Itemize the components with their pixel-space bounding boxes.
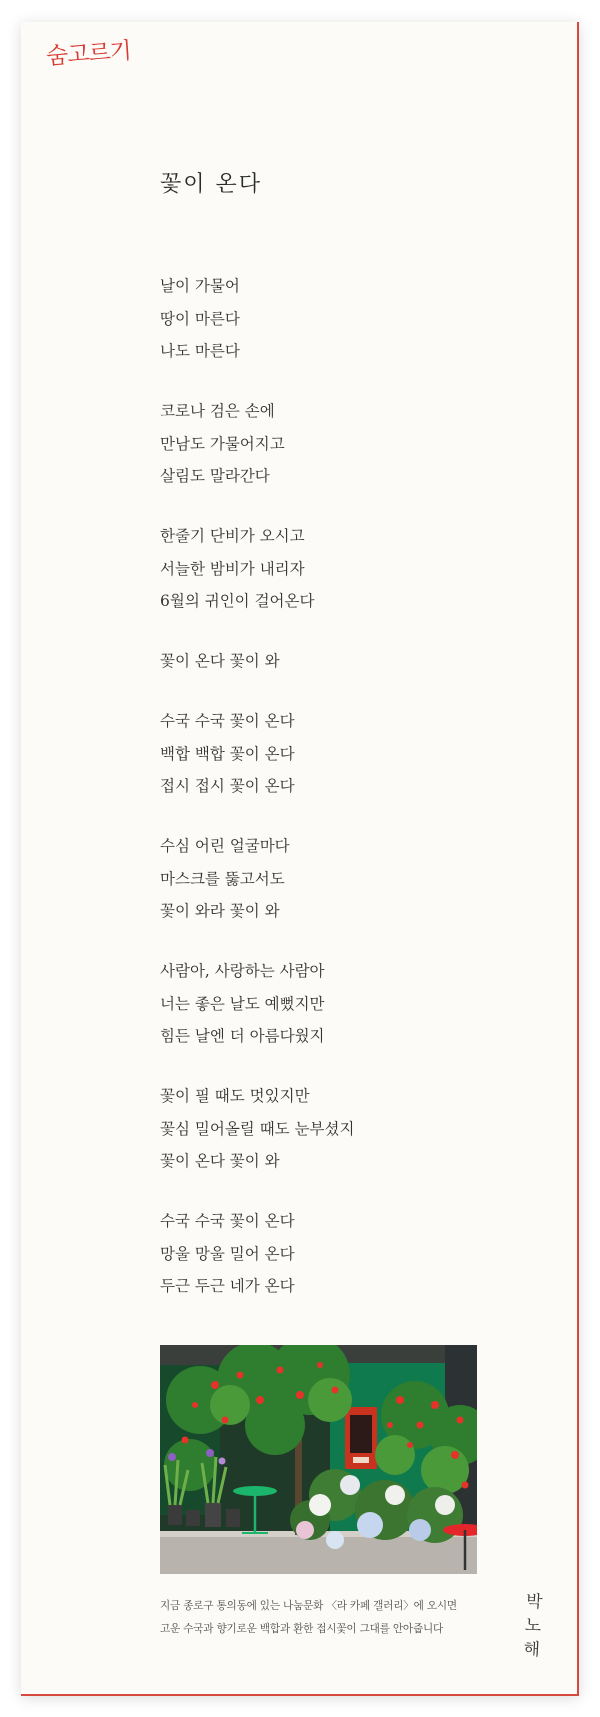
poem-line: 6월의 귀인이 걸어온다: [160, 592, 315, 610]
poem-line: 사람아, 사랑하는 사람아: [160, 962, 325, 980]
poem-stanza: [160, 395, 540, 493]
poem-line: 수국 수국 꽃이 온다: [160, 712, 295, 730]
poem-line: 수국 수국 꽃이 온다: [160, 1212, 295, 1230]
poem-line: 망울 망울 밀어 온다: [160, 1244, 295, 1263]
poem-title: 꽃이 온다: [160, 172, 263, 197]
photo-caption: [160, 1595, 500, 1641]
poem-line: 꽃이 온다 꽃이 와: [160, 652, 280, 670]
poem-card: [21, 22, 579, 1696]
poem-line: 두근 두근 네가 온다: [160, 1277, 295, 1295]
poem-line: 땅이 마른다: [160, 309, 240, 328]
poem-line: 날이 가물어: [160, 277, 240, 295]
poem-stanza: [160, 955, 540, 1053]
card-right-border: [577, 22, 579, 1696]
signature-char: 박: [525, 1591, 543, 1613]
poem-stanza: [160, 645, 540, 678]
poem-line: 꽃이 와라 꽃이 와: [160, 902, 280, 920]
caption-line: 지금 종로구 통의동에 있는 나눔문화 〈라 카페 갤러리〉에 오시면: [160, 1600, 457, 1612]
brand-logo[interactable]: 숨고르기: [45, 38, 132, 70]
poem-stanza: [160, 1205, 540, 1303]
poem-stanza: [160, 1080, 540, 1178]
flower-cafe-photo: [160, 1345, 477, 1574]
poem-stanza: [160, 520, 540, 618]
card-bottom-border: [21, 1694, 579, 1696]
poem-line: 접시 접시 꽃이 온다: [160, 777, 295, 795]
poem-line: 한줄기 단비가 오시고: [160, 527, 305, 545]
poem-line: 꽃이 온다 꽃이 와: [160, 1152, 280, 1170]
poem-stanza: [160, 705, 540, 803]
signature-char: 해: [523, 1639, 541, 1661]
poem-line: 나도 마른다: [160, 342, 240, 360]
poem-line: 꽃이 필 때도 멋있지만: [160, 1087, 310, 1105]
poem-line: 마스크를 뚫고서도: [160, 869, 285, 888]
signature-char: 노: [524, 1615, 542, 1637]
poem-line: 코로나 검은 손에: [160, 402, 275, 420]
poem-line: 서늘한 밤비가 내리자: [160, 559, 305, 578]
poem-stanza: [160, 830, 540, 928]
poem-line: 너는 좋은 날도 예뻤지만: [160, 994, 325, 1013]
poem-line: 백합 백합 꽃이 온다: [160, 744, 295, 763]
poem-body: [160, 270, 540, 1330]
poem-line: 꽃심 밀어올릴 때도 눈부셨지: [160, 1119, 355, 1138]
poem-line: 힘든 날엔 더 아름다웠지: [160, 1027, 325, 1045]
poem-stanza: [160, 270, 540, 368]
poem-line: 수심 어린 얼굴마다: [160, 837, 290, 855]
poem-line: 살림도 말라간다: [160, 467, 270, 485]
poem-line: 만남도 가물어지고: [160, 434, 285, 453]
author-signature: [519, 1589, 547, 1662]
caption-line: 고운 수국과 향기로운 백합과 환한 접시꽃이 그대를 안아줍니다: [160, 1623, 444, 1635]
